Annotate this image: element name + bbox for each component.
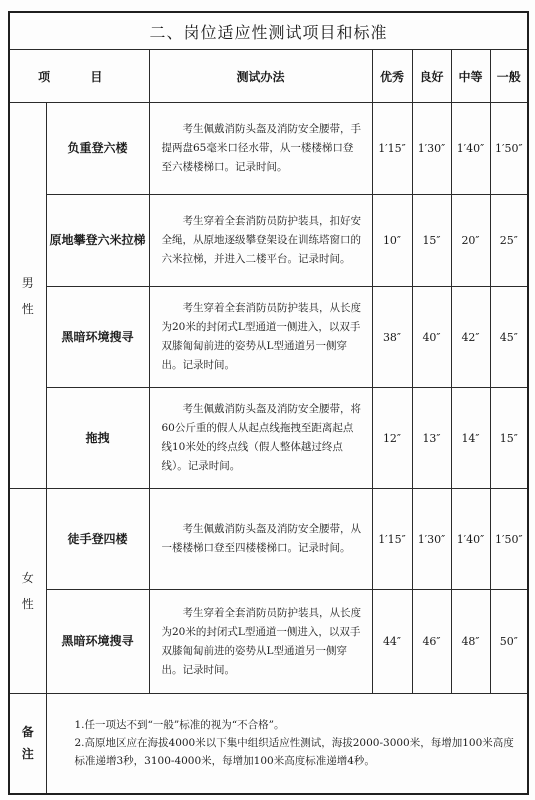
score-good: 40″ bbox=[412, 287, 451, 388]
method-text: 考生穿着全套消防员防护装具，扣好安全绳，从原地逐级攀登架设在训练塔窗口的六米拉梯，并进入二楼平台。记录时间。 bbox=[149, 195, 372, 287]
notes-label-cell bbox=[9, 694, 46, 794]
item-name: 拖拽 bbox=[46, 388, 149, 489]
item-name: 黑暗环境搜寻 bbox=[46, 590, 149, 694]
score-good: 46″ bbox=[412, 590, 451, 694]
table-row bbox=[9, 590, 528, 694]
table-row bbox=[9, 489, 528, 590]
notes-row bbox=[9, 694, 528, 794]
score-good: 1′30″ bbox=[412, 103, 451, 195]
score-medium: 20″ bbox=[451, 195, 490, 287]
score-medium: 14″ bbox=[451, 388, 490, 489]
score-excellent: 10″ bbox=[372, 195, 412, 287]
score-excellent: 12″ bbox=[372, 388, 412, 489]
header-average: 一般 bbox=[490, 50, 528, 103]
score-average: 25″ bbox=[490, 195, 528, 287]
score-average: 1′50″ bbox=[490, 103, 528, 195]
table-title: 二、岗位适应性测试项目和标准 bbox=[9, 12, 528, 50]
table-row bbox=[9, 287, 528, 388]
score-excellent: 1′15″ bbox=[372, 489, 412, 590]
method-text: 考生佩戴消防头盔及消防安全腰带，将60公斤重的假人从起点线拖拽至距离起点线10米处的终点线（假人整体越过终点线）。记录时间。 bbox=[149, 388, 372, 489]
notes-text bbox=[46, 694, 528, 794]
header-row bbox=[9, 50, 528, 103]
notes-label: 备注 bbox=[21, 725, 34, 762]
note-line-1: 1.任一项达不到“一般”标准的视为“不合格”。 bbox=[74, 719, 285, 732]
header-method: 测试办法 bbox=[149, 50, 372, 103]
header-excellent: 优秀 bbox=[372, 50, 412, 103]
item-name: 负重登六楼 bbox=[46, 103, 149, 195]
item-name: 原地攀登六米拉梯 bbox=[46, 195, 149, 287]
table-row bbox=[9, 103, 528, 195]
group-label: 女性 bbox=[21, 571, 34, 611]
note-line-2: 2.高原地区应在海拔4000米以下集中组织适应性测试，海拔2000-3000米，每增加100米高度标准递增3秒，3100-4000米，每增加100米高度标准递增4秒。 bbox=[74, 737, 514, 768]
score-average: 1′50″ bbox=[490, 489, 528, 590]
standards-table bbox=[8, 11, 529, 795]
header-good: 良好 bbox=[412, 50, 451, 103]
score-medium: 42″ bbox=[451, 287, 490, 388]
table-row bbox=[9, 388, 528, 489]
score-good: 13″ bbox=[412, 388, 451, 489]
score-good: 1′30″ bbox=[412, 489, 451, 590]
score-medium: 1′40″ bbox=[451, 103, 490, 195]
item-name: 黑暗环境搜寻 bbox=[46, 287, 149, 388]
score-average: 50″ bbox=[490, 590, 528, 694]
score-medium: 1′40″ bbox=[451, 489, 490, 590]
group-female bbox=[9, 489, 46, 694]
method-text: 考生穿着全套消防员防护装具，从长度为20米的封闭式L型通道一侧进入，以双手双膝匍匐前进的姿势从L型通道另一侧穿出。记录时间。 bbox=[149, 287, 372, 388]
header-medium: 中等 bbox=[451, 50, 490, 103]
method-text: 考生穿着全套消防员防护装具，从长度为20米的封闭式L型通道一侧进入，以双手双膝匍匐前进的姿势从L型通道另一侧穿出。记录时间。 bbox=[149, 590, 372, 694]
score-good: 15″ bbox=[412, 195, 451, 287]
score-excellent: 1′15″ bbox=[372, 103, 412, 195]
score-average: 45″ bbox=[490, 287, 528, 388]
score-medium: 48″ bbox=[451, 590, 490, 694]
method-text: 考生佩戴消防头盔及消防安全腰带，从一楼楼梯口登至四楼楼梯口。记录时间。 bbox=[149, 489, 372, 590]
header-project: 项 目 bbox=[9, 50, 149, 103]
item-name: 徒手登四楼 bbox=[46, 489, 149, 590]
method-text: 考生佩戴消防头盔及消防安全腰带，手提两盘65毫米口径水带，从一楼楼梯口登至六楼楼梯口。记录时间。 bbox=[149, 103, 372, 195]
score-average: 15″ bbox=[490, 388, 528, 489]
table-row bbox=[9, 195, 528, 287]
score-excellent: 38″ bbox=[372, 287, 412, 388]
group-male bbox=[9, 103, 46, 489]
group-label: 男性 bbox=[21, 275, 34, 316]
score-excellent: 44″ bbox=[372, 590, 412, 694]
